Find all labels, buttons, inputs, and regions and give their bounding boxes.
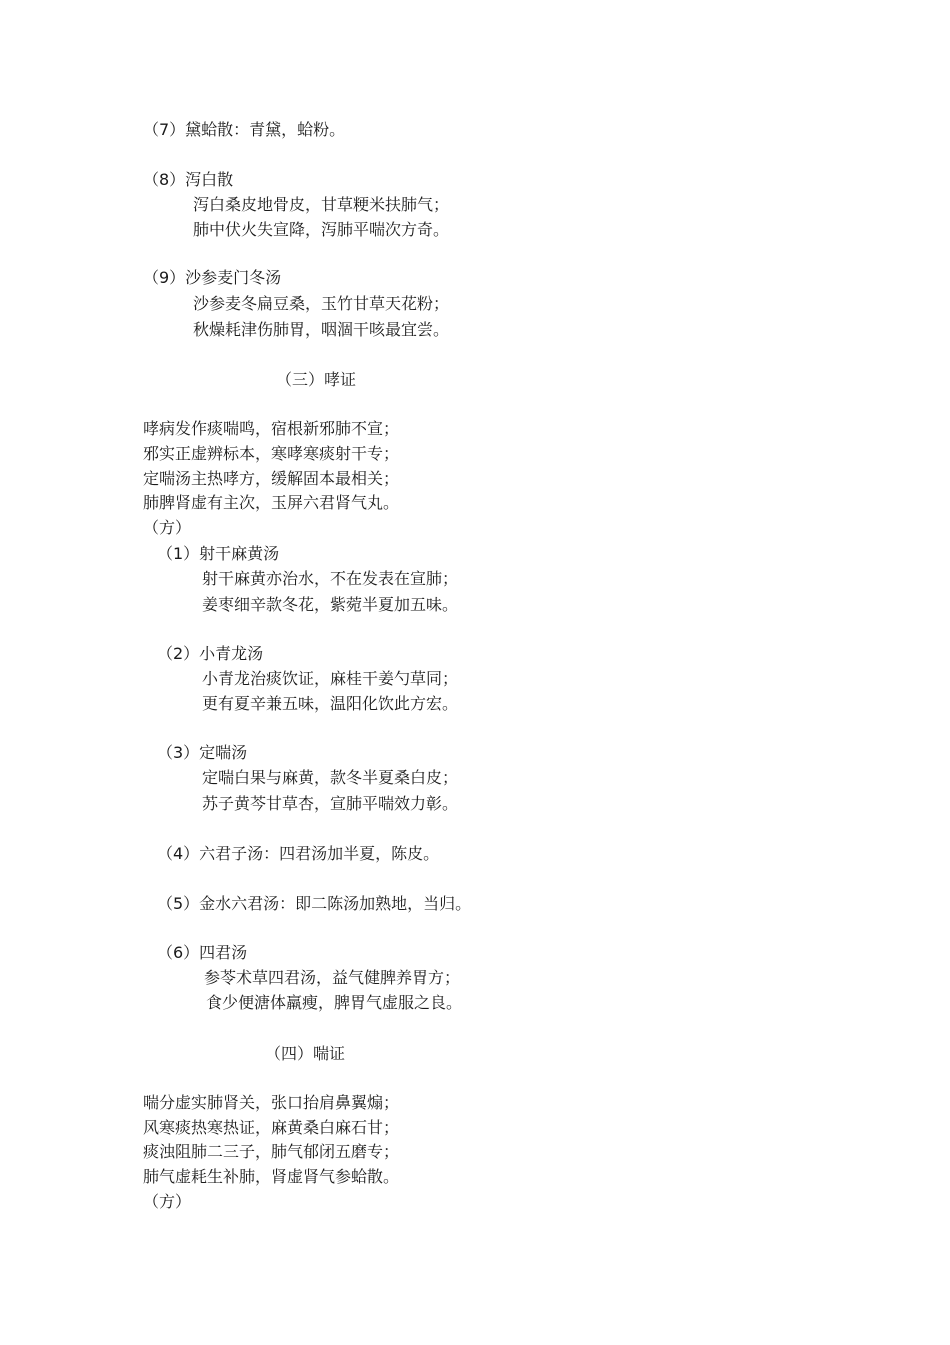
formula-2-verse-line: 更有夏辛兼五味，温阳化饮此方宏。 — [202, 694, 459, 713]
formula-6-verse-line: 食少便溏体羸瘦，脾胃气虚服之良。 — [206, 993, 463, 1012]
formula-8-verse-line: 泻白桑皮地骨皮，甘草粳米扶肺气； — [193, 195, 450, 214]
mnemonic-verse-line: 肺气虚耗生补肺，肾虚肾气参蛤散。 — [143, 1167, 400, 1186]
formula-9-verse-line: 秋燥耗津伤肺胃，咽涸干咳最宜尝。 — [193, 320, 450, 339]
formula-9-verse-line: 沙参麦冬扁豆桑，玉竹甘草天花粉； — [193, 294, 450, 313]
formula-3-verse-line: 苏子黄芩甘草杏，宣肺平喘效力彰。 — [202, 794, 459, 813]
formula-6-heading: （6）四君汤 — [157, 943, 248, 962]
mnemonic-verse-line: 定喘汤主热哮方，缓解固本最相关； — [143, 469, 400, 488]
formula-9-heading: （9）沙参麦门冬汤 — [143, 268, 282, 287]
formula-1-verse-line: 姜枣细辛款冬花，紫菀半夏加五味。 — [202, 595, 459, 614]
mnemonic-verse-line: 哮病发作痰喘鸣，宿根新邪肺不宣； — [143, 419, 400, 438]
formulas-label: （方） — [143, 518, 192, 537]
section-heading-chuan-zheng: （四）喘证 — [265, 1044, 346, 1063]
section-heading-xiao-zheng: （三）哮证 — [276, 370, 357, 389]
mnemonic-verse-line: 肺脾肾虚有主次，玉屏六君肾气丸。 — [143, 493, 400, 512]
formula-3-heading: （3）定喘汤 — [157, 743, 248, 762]
formula-8-verse-line: 肺中伏火失宣降，泻肺平喘次方奇。 — [193, 220, 450, 239]
formula-6-verse-line: 参苓术草四君汤，益气健脾养胃方； — [204, 968, 461, 987]
formula-2-verse-line: 小青龙治痰饮证，麻桂干姜勺草同； — [202, 669, 459, 688]
formula-8-heading: （8）泻白散 — [143, 170, 234, 189]
formula-4-liu-jun-zi-tang: （4）六君子汤：四君汤加半夏，陈皮。 — [157, 844, 440, 863]
formula-2-heading: （2）小青龙汤 — [157, 644, 264, 663]
formula-5-jin-shui-liu-jun-jian: （5）金水六君汤：即二陈汤加熟地，当归。 — [157, 894, 472, 913]
mnemonic-verse-line: 痰浊阻肺二三子，肺气郁闭五磨专； — [143, 1142, 400, 1161]
formula-1-heading: （1）射干麻黄汤 — [157, 544, 280, 563]
mnemonic-verse-line: 喘分虚实肺肾关，张口抬肩鼻翼煽； — [143, 1093, 400, 1112]
mnemonic-verse-line: 邪实正虚辨标本，寒哮寒痰射干专； — [143, 444, 400, 463]
formulas-label: （方） — [143, 1192, 192, 1211]
mnemonic-verse-line: 风寒痰热寒热证，麻黄桑白麻石甘； — [143, 1118, 400, 1137]
formula-3-verse-line: 定喘白果与麻黄，款冬半夏桑白皮； — [202, 768, 459, 787]
formula-1-verse-line: 射干麻黄亦治水，不在发表在宣肺； — [202, 569, 459, 588]
formula-7-dai-ge-san: （7）黛蛤散：青黛，蛤粉。 — [143, 120, 346, 139]
